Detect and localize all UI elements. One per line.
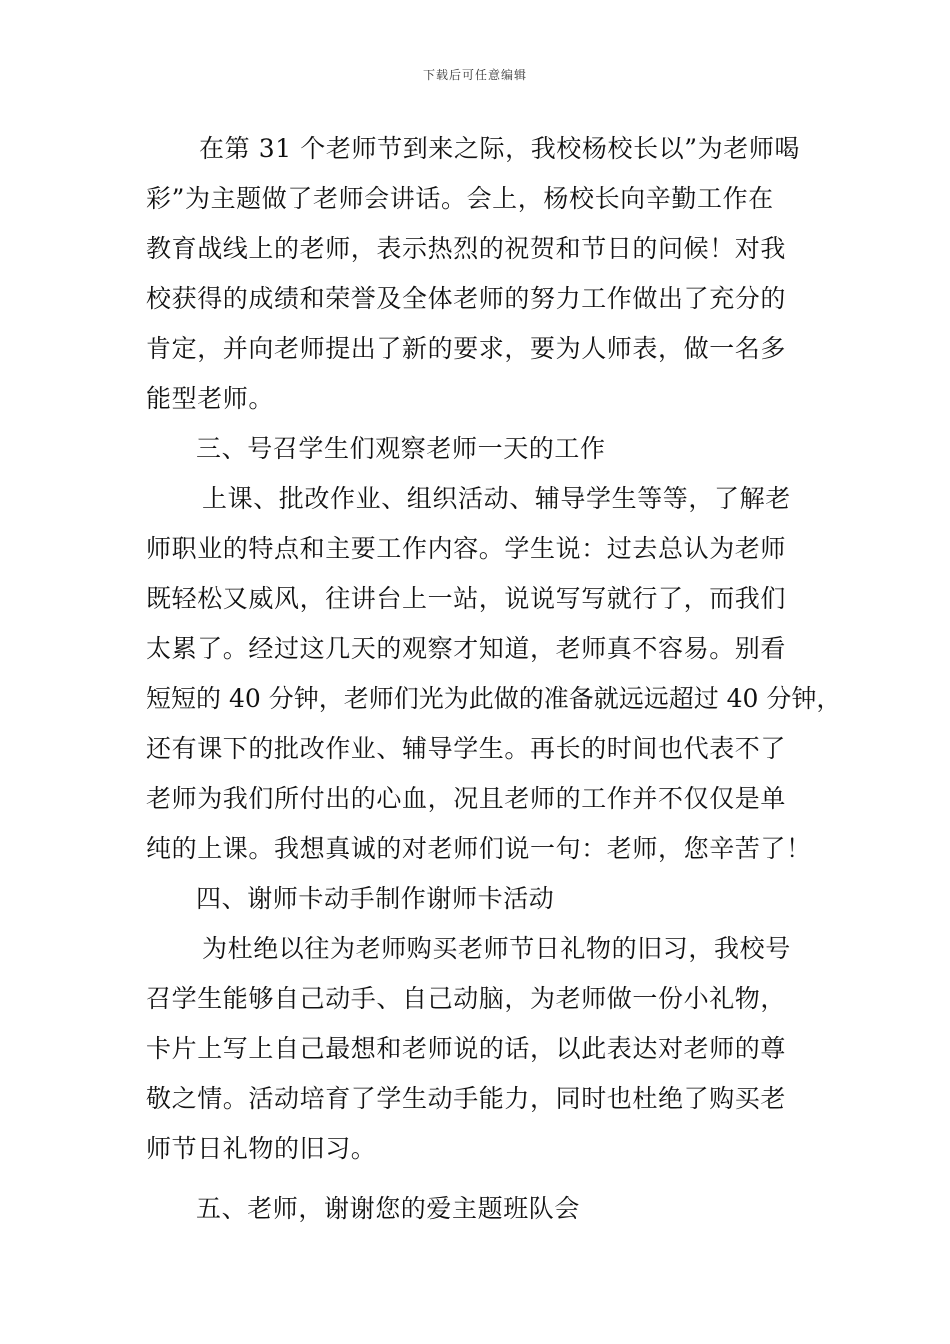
text-line: 既轻松又威风，往讲台上一站，说说写写就行了，而我们	[146, 584, 787, 613]
text-line: 老师为我们所付出的心血，况且老师的工作并不仅仅是单	[146, 784, 787, 813]
paragraph	[146, 924, 836, 1174]
document-body	[146, 124, 842, 1234]
section-heading: 三、号召学生们观察老师一天的工作	[196, 434, 606, 463]
text-line: 卡片上写上自己最想和老师说的话，以此表达对老师的尊	[146, 1034, 787, 1063]
text-line: 短短的 40 分钟，老师们光为此做的准备就远远超过 40 分钟，	[146, 684, 842, 713]
text-line: 师节日礼物的旧习。	[146, 1134, 377, 1163]
text-line: 为杜绝以往为老师购买老师节日礼物的旧习，我校号	[202, 934, 791, 963]
header-note: 下载后可任意编辑	[422, 68, 527, 82]
paragraph	[146, 124, 836, 424]
text-line: 敬之情。活动培育了学生动手能力，同时也杜绝了购买老	[146, 1084, 787, 1113]
text-line: 召学生能够自己动手、自己动脑，为老师做一份小礼物，	[146, 984, 787, 1013]
text-line: 师职业的特点和主要工作内容。学生说：过去总认为老师	[146, 534, 787, 563]
text-line: 太累了。经过这几天的观察才知道，老师真不容易。别看	[146, 634, 787, 663]
text-line: 上课、批改作业、组织活动、辅导学生等等，了解老	[202, 484, 791, 513]
text-line: 教育战线上的老师，表示热烈的祝贺和节日的问候！对我	[146, 234, 787, 263]
section-heading: 五、老师，谢谢您的爱主题班队会	[196, 1194, 581, 1223]
text-line: 还有课下的批改作业、辅导学生。再长的时间也代表不了	[146, 734, 787, 763]
spacer	[146, 1174, 836, 1184]
section-heading: 四、谢师卡动手制作谢师卡活动	[196, 884, 555, 913]
paragraph	[146, 474, 842, 874]
text-line: 纯的上课。我想真诚的对老师们说一句：老师，您辛苦了！	[146, 834, 812, 863]
text-line: 肯定，并向老师提出了新的要求，要为人师表，做一名多	[146, 334, 787, 363]
text-line: 能型老师。	[146, 384, 275, 413]
text-line: 校获得的成绩和荣誉及全体老师的努力工作做出了充分的	[146, 284, 787, 313]
text-line: 彩”为主题做了老师会讲话。会上，杨校长向辛勤工作在	[146, 184, 774, 213]
text-line: 在第 31 个老师节到来之际，我校杨校长以”为老师喝	[199, 134, 801, 163]
